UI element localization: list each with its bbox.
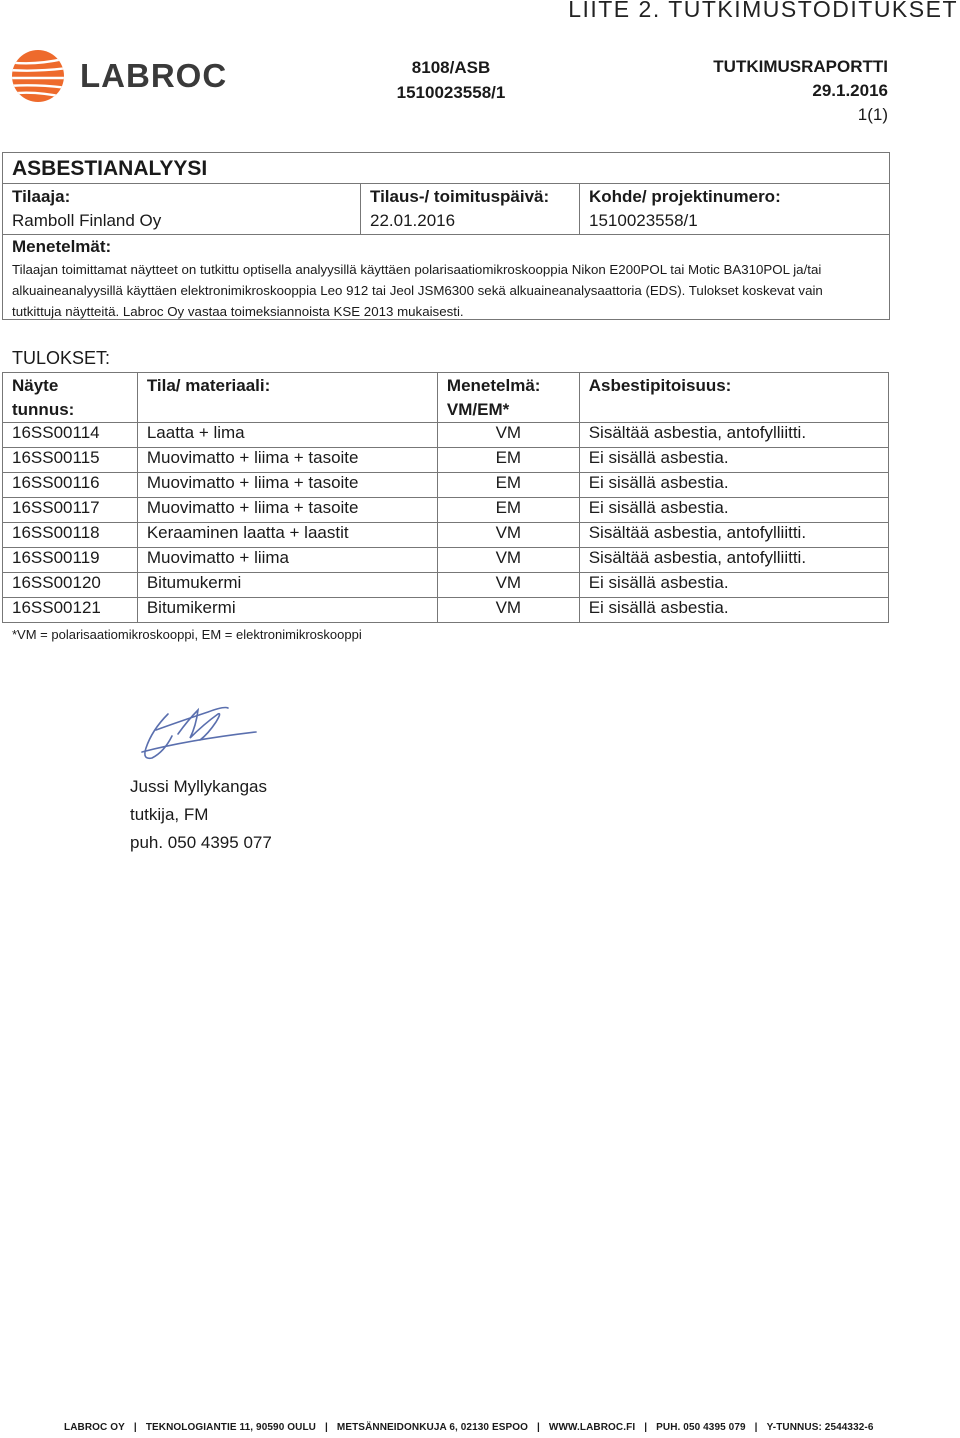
table-row [3, 423, 889, 448]
page-number: 1(1) [857, 105, 888, 124]
sample-id: 16SS00121 [3, 598, 138, 623]
sample-id: 16SS00115 [3, 448, 138, 473]
signer-title: tutkija, FM [130, 805, 209, 824]
sample-result: Ei sisällä asbestia. [579, 598, 888, 623]
order-date-label: Tilaus-/ toimituspäivä: [370, 187, 550, 206]
table-row [3, 548, 889, 573]
footer-address-oulu: TEKNOLOGIANTIE 11, 90590 OULU [145, 1422, 316, 1433]
methods-label: Menetelmät: [12, 237, 112, 256]
sample-id: 16SS00119 [3, 548, 138, 573]
logo-text: LABROC [80, 57, 228, 94]
client-label: Tilaaja: [12, 187, 71, 206]
sample-method: VM [437, 598, 579, 623]
ref-code: 8108/ASB [411, 58, 491, 77]
header-sample-line1: Näyte [12, 376, 59, 395]
appendix-title: LIITE 2. TUTKIMUSTODITUKSET [568, 0, 958, 22]
sample-result: Sisältää asbestia, antofylliitti. [579, 523, 888, 548]
sample-method: VM [437, 573, 579, 598]
header-method [437, 373, 579, 423]
divider [3, 234, 889, 235]
project-code: 1510023558/1 [396, 83, 506, 102]
sample-material: Keraaminen laatta + laastit [137, 523, 437, 548]
divider [579, 183, 580, 234]
sample-result: Ei sisällä asbestia. [579, 448, 888, 473]
footer-separator: | [537, 1422, 540, 1433]
client-value: Ramboll Finland Oy [12, 211, 162, 230]
sample-material: Bitumikermi [137, 598, 437, 623]
sample-result: Ei sisällä asbestia. [579, 573, 888, 598]
footer-separator: | [133, 1422, 137, 1433]
footer-separator: | [754, 1422, 758, 1433]
table-row [3, 598, 889, 623]
sample-id: 16SS00114 [3, 423, 138, 448]
sample-result: Ei sisällä asbestia. [579, 473, 888, 498]
table-row [3, 523, 889, 548]
header-sample-line2: tunnus: [12, 400, 75, 419]
section-title: ASBESTIANALYYSI [12, 157, 208, 180]
sample-method: EM [437, 448, 579, 473]
header-codes [390, 55, 512, 105]
sample-id: 16SS00120 [3, 573, 138, 598]
sample-material: Muovimatto + liima + tasoite [137, 473, 437, 498]
report-date: 29.1.2016 [812, 81, 888, 100]
table-header-row [3, 373, 889, 423]
footer-company: LABROC OY [64, 1422, 125, 1433]
sample-method: VM [437, 548, 579, 573]
signer-phone: puh. 050 4395 077 [130, 833, 272, 852]
sample-result: Sisältää asbestia, antofylliitti. [579, 548, 888, 573]
header-asbestos: Asbestipitoisuus: [579, 373, 888, 423]
sample-method: VM [437, 423, 579, 448]
footer-separator: | [324, 1422, 328, 1433]
labroc-logo [12, 48, 237, 104]
analysis-info-box [2, 152, 890, 320]
header-method-line1: Menetelmä: [446, 376, 541, 395]
footer-separator: | [644, 1422, 648, 1433]
footer-address-espoo: METSÄNNEIDONKUJA 6, 02130 ESPOO [336, 1422, 529, 1433]
page-footer [64, 1422, 874, 1433]
project-value: 1510023558/1 [589, 211, 698, 230]
signer-block [130, 773, 272, 857]
sample-id: 16SS00117 [3, 498, 138, 523]
divider [360, 183, 361, 234]
sample-material: Laatta + lima [137, 423, 437, 448]
sample-method: VM [437, 523, 579, 548]
sample-result: Sisältää asbestia, antofylliitti. [579, 423, 888, 448]
report-info [713, 55, 888, 127]
sample-method: EM [437, 498, 579, 523]
results-table [2, 372, 889, 623]
footer-phone: PUH. 050 4395 079 [656, 1422, 746, 1433]
sample-method: EM [437, 473, 579, 498]
sample-material: Bitumukermi [137, 573, 437, 598]
sample-id: 16SS00116 [3, 473, 138, 498]
divider [3, 183, 889, 184]
signature-image [138, 700, 263, 770]
sample-id: 16SS00118 [3, 523, 138, 548]
sample-result: Ei sisällä asbestia. [579, 498, 888, 523]
method-footnote: *VM = polarisaatiomikroskooppi, EM = elektronimikroskooppi [12, 627, 362, 642]
signer-name: Jussi Myllykangas [130, 777, 267, 796]
header-method-line2: VM/EM* [446, 400, 510, 419]
table-row [3, 573, 889, 598]
sample-material: Muovimatto + liima [137, 548, 437, 573]
header-sample [3, 373, 138, 423]
sample-material: Muovimatto + liima + tasoite [137, 498, 437, 523]
methods-text: Tilaajan toimittamat näytteet on tutkittu optisella analyysillä käyttäen polarisaatiomikroskooppia Nikon E200POL tai Motic BA310POL ja/tai alkuaineanalyysillä käyttäen elektronimikroskooppia Leo 912 tai Jeol JSM6300 sekä alkuaineanalysaattoria (EDS). Tulokset koskevat vain tutkittuja näytteitä. Labroc Oy vastaa toimeksiannoista KSE 2013 mukaisesti. [12, 262, 823, 319]
header-material: Tila/ materiaali: [137, 373, 437, 423]
order-date-value: 22.01.2016 [370, 211, 456, 230]
table-row [3, 473, 889, 498]
footer-business-id: Y-TUNNUS: 2544332-6 [766, 1422, 874, 1433]
table-row [3, 498, 889, 523]
results-title: TULOKSET: [12, 348, 111, 368]
project-label: Kohde/ projektinumero: [589, 187, 781, 206]
footer-website: WWW.LABROC.FI [548, 1422, 636, 1433]
report-type: TUTKIMUSRAPORTTI [713, 57, 888, 76]
table-row [3, 448, 889, 473]
sample-material: Muovimatto + liima + tasoite [137, 448, 437, 473]
